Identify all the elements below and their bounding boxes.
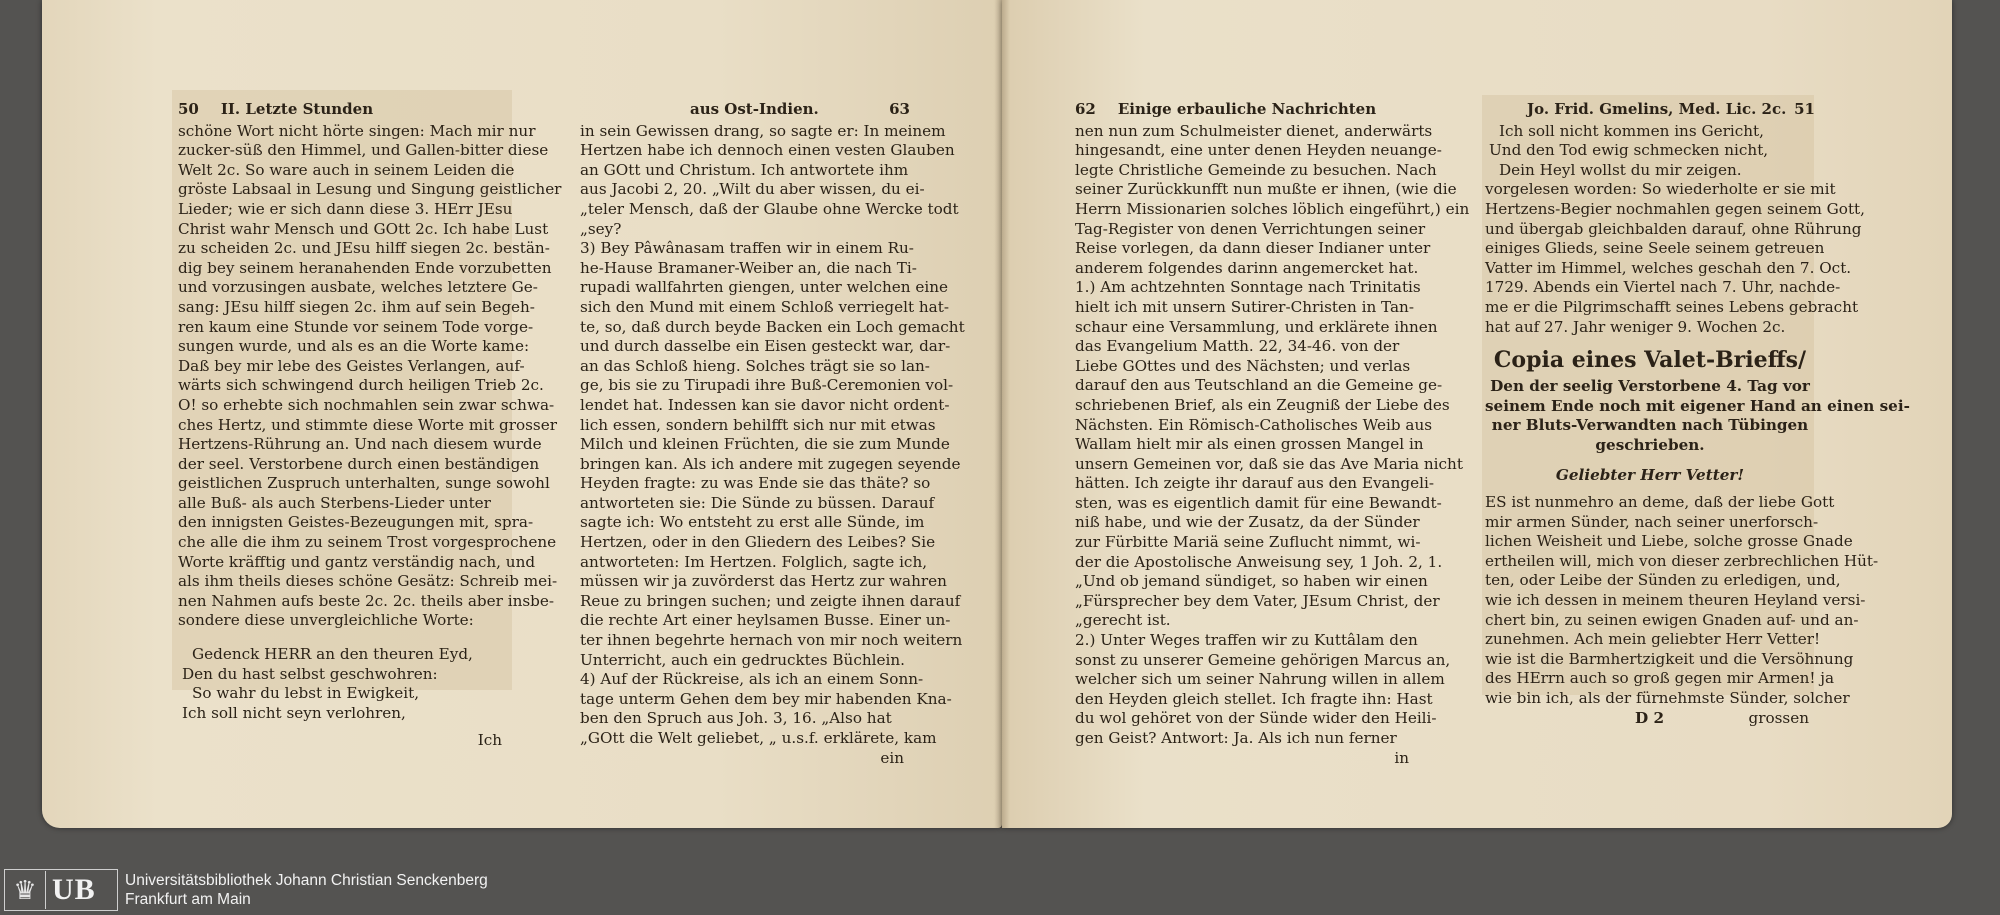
text-line: alle Buß- als auch Sterbens-Lieder unter [178, 493, 491, 512]
running-head [580, 100, 910, 120]
text-line: wärts sich schwingend durch heiligen Trieb 2c. [178, 376, 544, 395]
salutation: Geliebter Herr Vetter! [1555, 465, 1745, 484]
catchword: in [1394, 748, 1409, 767]
text-line: zu scheiden 2c. und JEsu hilff siegen 2c. bestän- [178, 239, 550, 258]
text-line: und vorzusingen ausbate, welches letztere Ge- [178, 278, 538, 297]
text-line: zur Fürbitte Mariä seine Zuflucht nimmt, wi- [1075, 533, 1421, 552]
page-63 [580, 100, 965, 768]
text-line: schaur eine Versammlung, und erklärete ihnen [1075, 317, 1438, 336]
text-line: lich essen, sondern behilfft sich nur mit etwas [580, 415, 936, 434]
verse-line: Ich soll nicht kommen ins Gericht, [1499, 121, 1764, 140]
letter-heading: Copia eines Valet-Brieffs/ [1493, 347, 1807, 374]
text-line: 3) Bey Pâwânasam traffen wir in einem Ru- [580, 239, 914, 258]
text-line: antworteten: Im Hertzen. Folglich, sagte ich, [580, 552, 928, 571]
catchword: ein [880, 748, 904, 767]
text-line: sonst zu unserer Gemeine gehörigen Marcus an, [1075, 650, 1451, 669]
text-line: sondere diese unvergleichliche Worte: [178, 611, 474, 630]
verse-block [1485, 122, 1815, 181]
page-50 [178, 100, 562, 751]
running-head [178, 100, 508, 120]
text-line: das Evangelium Matth. 22, 34-46. von der [1075, 337, 1400, 356]
text-line: lichen Weisheit und Liebe, solche grosse Gnade [1485, 532, 1853, 551]
verse-line: Und den Tod ewig schmecken nicht, [1489, 141, 1769, 160]
text-line: 1729. Abends ein Viertel nach 7. Uhr, nachde- [1485, 278, 1841, 297]
text-line: chert bin, zu seinen ewigen Gnaden auf- und an- [1485, 610, 1859, 629]
text-line: zunehmen. Ach mein geliebter Herr Vetter! [1485, 630, 1821, 649]
text-line: Nächsten. Ein Römisch-Catholisches Weib aus [1075, 415, 1433, 434]
text-line: Heyden fragte: zu was Ende sie das thäte? so [580, 474, 931, 493]
text-line: geistlichen Zuspruch unterhalten, sunge sowohl [178, 474, 550, 493]
running-title: aus Ost-Indien. [690, 100, 819, 118]
verse-line: Den du hast selbst geschwohren: [182, 664, 438, 683]
text-line: rupadi wallfahrten giengen, unter welchen eine [580, 278, 948, 297]
body-text-a [1485, 180, 1865, 337]
text-line: Vatter im Himmel, welches geschah den 7. Oct. [1485, 258, 1852, 277]
running-head [1485, 100, 1815, 120]
text-line: schöne Wort nicht hörte singen: Mach mir nur [178, 121, 536, 140]
logo-text: UB [45, 871, 96, 909]
text-line: Milch und kleinen Früchten, die sie zum Munde [580, 435, 950, 454]
text-line: Worte kräfftig und gantz verständig nach, und [178, 552, 536, 571]
text-line: müssen wir ja zuvörderst das Hertz zur wahren [580, 572, 947, 591]
text-line: antworteten sie: Die Sünde zu büssen. Darauf [580, 493, 935, 512]
text-line: darauf den aus Teutschland an die Gemeine ge- [1075, 376, 1443, 395]
text-line: seiner Zurückkunfft nun mußte er ihnen, (wie die [1075, 180, 1457, 199]
running-title: Jo. Frid. Gmelins, Med. Lic. 2c. [1527, 100, 1787, 118]
text-line: und übergab gleichbalden darauf, ohne Rührung [1485, 219, 1862, 238]
text-line: der seel. Verstorbene durch einen beständigen [178, 454, 540, 473]
verse-line: Ich soll nicht seyn verlohren, [182, 703, 406, 722]
text-line: der die Apostolische Anweisung sey, 1 Joh. 2, 1. [1075, 552, 1443, 571]
text-line: me er die Pilgrimschafft seines Lebens gebracht [1485, 297, 1859, 316]
library-credit [125, 871, 488, 909]
text-line: den innigsten Geistes-Bezeugungen mit, spra- [178, 513, 534, 532]
body-text [178, 121, 562, 631]
text-line: sang: JEsu hilff siegen 2c. ihm auf sein Begeh- [178, 297, 535, 316]
text-line: Reue zu bringen suchen; und zeigte ihnen darauf [580, 591, 961, 610]
text-line: wie ich dessen in meinem theuren Heyland versi- [1485, 591, 1866, 610]
text-line: ren kaum eine Stunde vor seinem Tode vorge- [178, 317, 534, 336]
verse-line: Gedenck HERR an den theuren Eyd, [192, 645, 473, 664]
text-line: Hertzen, oder in den Gliedern des Leibes? Sie [580, 533, 936, 552]
text-line: an GOtt und Christum. Ich antwortete ihm [580, 160, 909, 179]
text-line: vorgelesen worden: So wiederholte er sie mit [1485, 180, 1836, 199]
text-line: gen Geist? Antwort: Ja. Als ich nun ferner [1075, 729, 1397, 747]
text-line: ter ihnen begehrte hernach von mir noch weitern [580, 631, 963, 650]
text-line: sich den Mund mit einem Schloß verriegelt hat- [580, 297, 949, 316]
text-line: „teler Mensch, daß der Glaube ohne Wercke todt [580, 199, 959, 218]
text-line: wie ist die Barmhertzigkeit und die Versöhnung [1485, 649, 1854, 668]
text-line: des HErrn auch so groß gegen mir Armen! ja [1485, 669, 1835, 688]
text-line: ten, oder Leibe der Sünden zu erledigen, und, [1485, 571, 1841, 590]
text-line: 1.) Am achtzehnten Sonntage nach Trinitatis [1075, 278, 1421, 297]
text-line: hätten. Ich zeigte ihr darauf aus den Evangeli- [1075, 474, 1434, 493]
body-text-b [1485, 493, 1879, 709]
verse-line: Dein Heyl wollst du mir zeigen. [1499, 160, 1742, 179]
subheading-line: seinem Ende noch mit eigener Hand an einen sei- [1485, 396, 1910, 415]
text-line: den Heyden gleich stellet. Ich fragte ihn: Hast [1075, 689, 1433, 708]
text-line: Herrn Missionarien solches löblich eingeführt,) ein [1075, 199, 1470, 218]
catchword: grossen [1748, 708, 1809, 727]
subheading-line: geschrieben. [1595, 435, 1705, 454]
text-line: schriebenen Brief, als ein Zeugniß der Liebe des [1075, 395, 1450, 414]
text-line: te, so, daß durch beyde Backen ein Loch gemacht [580, 317, 965, 336]
text-line: Tag-Register von denen Verrichtungen seiner [1075, 219, 1426, 238]
text-line: Christ wahr Mensch und GOtt 2c. Ich habe Lust [178, 219, 549, 238]
text-line: wie bin ich, als der fürnehmste Sünder, solcher [1485, 689, 1850, 708]
ub-logo[interactable] [4, 869, 118, 911]
library-name: Universitätsbibliothek Johann Christian Senckenberg [125, 872, 488, 889]
text-line: nen Nahmen aufs beste 2c. 2c. theils aber insbe- [178, 591, 554, 610]
text-line: Unterricht, auch ein gedrucktes Büchlein. [580, 650, 905, 669]
page-number: 50 [178, 100, 199, 118]
text-line: unsern Gemeinen vor, daß sie das Ave Maria nicht [1075, 454, 1463, 473]
text-line: ches Hertz, und stimmte diese Worte mit grosser [178, 415, 557, 434]
text-line: O! so erhebte sich nochmahlen sein zwar schwa- [178, 395, 555, 414]
text-line: mir armen Sünder, nach seiner unerforsch- [1485, 512, 1819, 531]
body-text [1075, 121, 1470, 749]
text-line: 2.) Unter Weges traffen wir zu Kuttâlam den [1075, 631, 1418, 650]
text-line: dig bey seinem heranahenden Ende vorzubetten [178, 258, 552, 277]
text-line: Daß bey mir lebe des Geistes Verlangen, auf- [178, 356, 525, 375]
text-line: die rechte Art einer heylsamen Busse. Einer un- [580, 611, 951, 630]
text-line: du wol gehöret von der Sünde wider den Heili- [1075, 709, 1437, 728]
text-line: ES ist nunmehro an deme, daß der liebe Gott [1485, 493, 1835, 512]
text-line: sagte ich: Wo entsteht zu erst alle Sünde, im [580, 513, 925, 532]
text-line: he-Hause Bramaner-Weiber an, die nach Ti- [580, 258, 917, 277]
verse-block [178, 645, 508, 723]
library-city: Frankfurt am Main [125, 891, 251, 908]
text-line: zucker-süß den Himmel, und Gallen-bitter diese [178, 141, 549, 160]
signature-mark: D 2 [1635, 708, 1665, 727]
text-line: Lieder; wie er sich dann diese 3. HErr JEsu [178, 199, 513, 218]
text-line: aus Jacobi 2, 20. „Wilt du aber wissen, du ei- [580, 180, 925, 199]
text-line: 4) Auf der Rückreise, als ich an einem Sonn- [580, 670, 924, 689]
text-line: welcher sich um seiner Nahrung willen in allem [1075, 670, 1445, 689]
text-line: Reise vorlegen, da dann dieser Indianer unter [1075, 239, 1431, 258]
text-line: legte Christliche Gemeinde zu besuchen. Nach [1075, 160, 1437, 179]
text-line: sungen wurde, und als es an die Worte kame: [178, 337, 530, 356]
subheading-line: Den der seelig Verstorbene 4. Tag vor [1490, 377, 1810, 396]
text-line: in sein Gewissen drang, so sagte er: In meinem [580, 121, 946, 140]
text-line: Liebe GOttes und des Nächsten; und verlas [1075, 356, 1411, 375]
text-line: als ihm theils dieses schöne Gesätz: Schreib mei- [178, 572, 558, 591]
running-head [1075, 100, 1415, 120]
text-line: Hertzens-Begier nochmahlen gegen seinem Gott, [1485, 199, 1865, 218]
text-line: lendet hat. Indessen kan sie davor nicht ordent- [580, 395, 950, 414]
page-number: 62 [1075, 100, 1096, 118]
text-line: ge, bis sie zu Tirupadi ihre Buß-Ceremonien vol- [580, 376, 954, 395]
text-line: che alle die ihm zu seinem Trost vorgesprochene [178, 533, 557, 552]
center-fold [994, 0, 1010, 828]
text-line: tage unterm Gehen dem bey mir habenden Kna- [580, 689, 952, 708]
text-line: anderem folgendes darinn angemercket hat. [1075, 258, 1419, 277]
text-line: „Fürsprecher bey dem Vater, JEsum Christ, der [1075, 591, 1440, 610]
verse-line: So wahr du lebst in Ewigkeit, [192, 684, 420, 703]
text-line: einiges Glieds, seine Seele seinem getreuen [1485, 239, 1825, 258]
text-line: „Und ob jemand sündiget, so haben wir einen [1075, 572, 1428, 591]
body-text [580, 121, 965, 749]
text-line: niß habe, und wie der Zusatz, da der Sünder [1075, 513, 1420, 532]
text-line: hielt ich mit unsern Sutirer-Christen in Tan- [1075, 297, 1414, 316]
page-number: 51 [1794, 100, 1815, 118]
seal-icon: ♛ [13, 874, 37, 905]
text-line: Hertzen habe ich dennoch einen vesten Glauben [580, 141, 955, 160]
text-line: und durch dasselbe ein Eisen gesteckt war, dar- [580, 337, 951, 356]
page-51 [1485, 100, 1910, 728]
library-footer [0, 865, 2000, 915]
text-line: Welt 2c. So ware auch in seinem Leiden die [178, 160, 515, 179]
text-line: „gerecht ist. [1075, 611, 1171, 630]
page-62 [1075, 100, 1470, 768]
text-line: Hertzens-Rührung an. Und nach diesem wurde [178, 435, 542, 454]
running-title: Einige erbauliche Nachrichten [1117, 100, 1377, 118]
text-line: hingesandt, eine unter denen Heyden neuange- [1075, 141, 1442, 160]
text-line: hat auf 27. Jahr weniger 9. Wochen 2c. [1485, 317, 1786, 336]
text-line: nen nun zum Schulmeister dienet, anderwärts [1075, 121, 1433, 140]
subheading-line: ner Bluts-Verwandten nach Tübingen [1491, 416, 1809, 435]
text-line: „sey? [580, 219, 622, 238]
text-line: Wallam hielt mir als einen grossen Mangel in [1075, 435, 1424, 454]
text-line: ertheilen will, mich von dieser zerbrechlichen Hüt- [1485, 551, 1879, 570]
letter-subheading [1485, 377, 1910, 455]
text-line: ben den Spruch aus Joh. 3, 16. „Also hat [580, 709, 892, 728]
text-line: „GOtt die Welt geliebet, „ u.s.f. erklärete, kam [580, 729, 937, 747]
catchword: Ich [477, 731, 502, 750]
text-line: an das Schloß hieng. Solches trägt sie so lan- [580, 356, 930, 375]
text-line: sten, was es eigentlich damit für eine Bewandt- [1075, 493, 1442, 512]
text-line: bringen kan. Als ich andere mit zugegen seyende [580, 454, 961, 473]
running-title: II. Letzte Stunden [220, 100, 374, 118]
page-number: 63 [889, 100, 910, 118]
text-line: gröste Labsaal in Lesung und Singung geistlicher [178, 180, 562, 199]
